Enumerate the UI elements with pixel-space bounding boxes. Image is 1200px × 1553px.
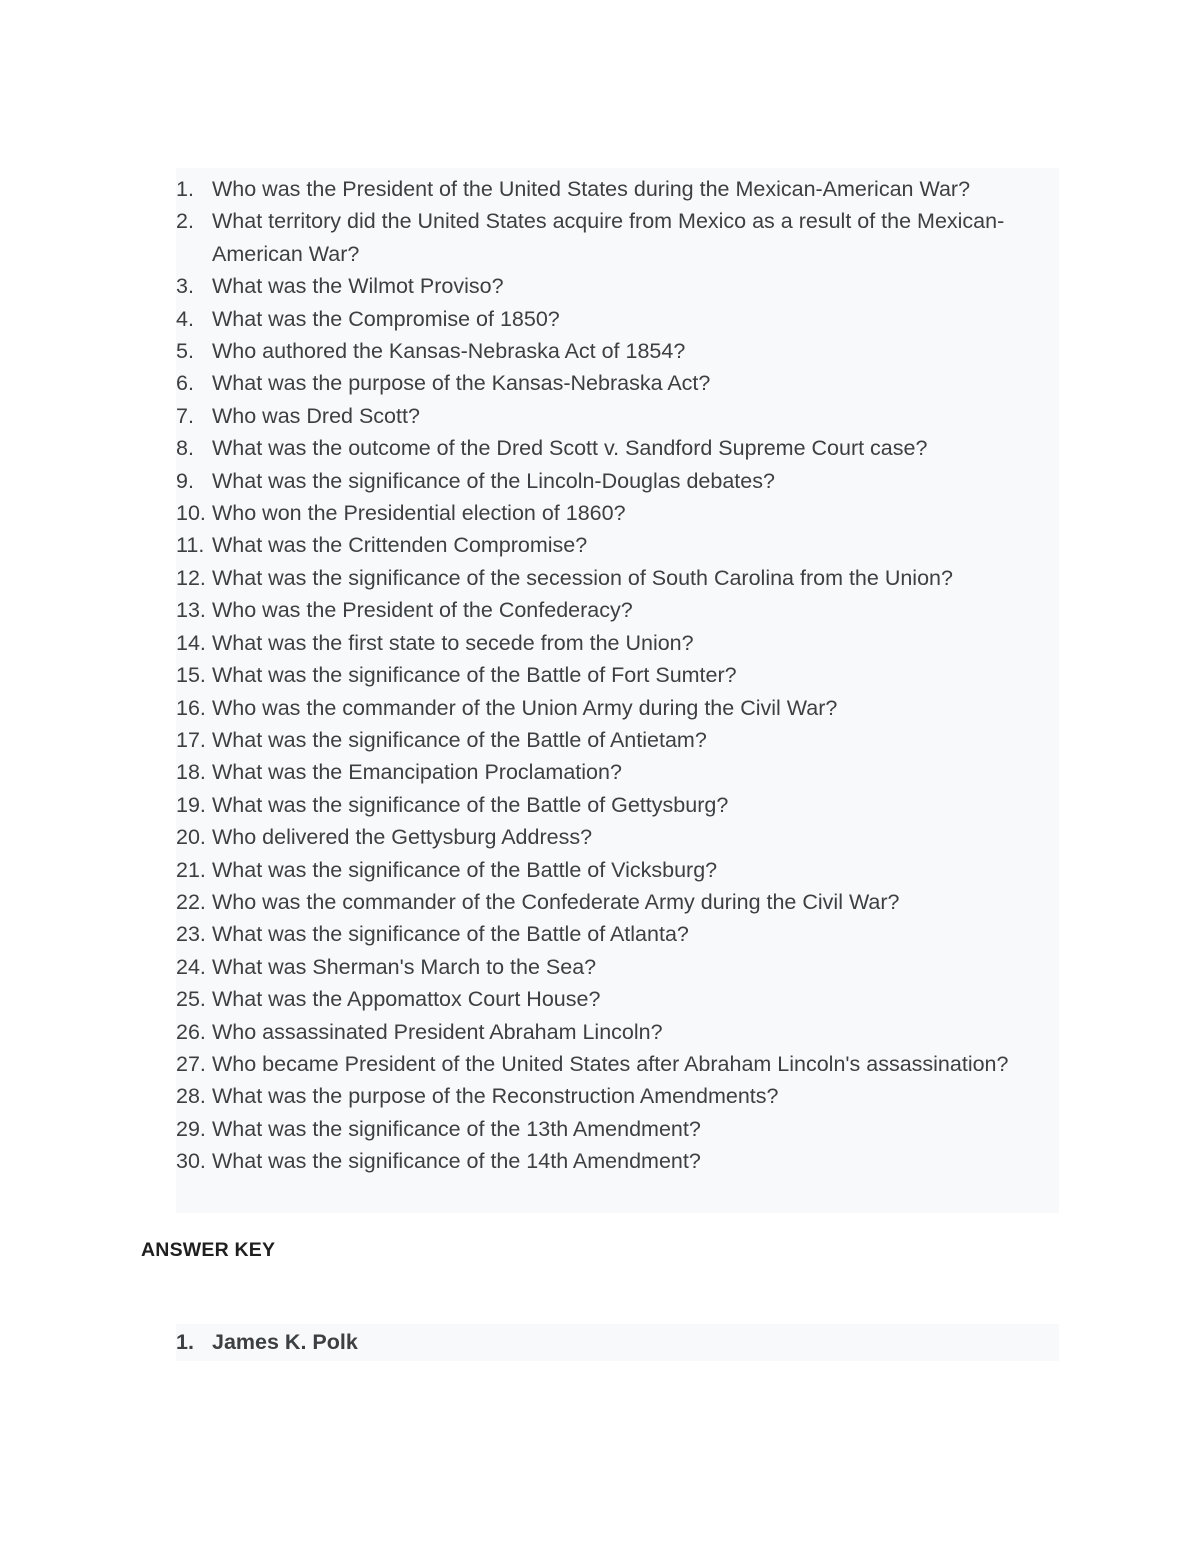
question-text: What was the significance of the secession of South Carolina from the Union? xyxy=(212,565,953,590)
question-text: What was the Appomattox Court House? xyxy=(212,987,601,1012)
question-number: 27. xyxy=(176,1051,206,1076)
question-item xyxy=(176,1048,1059,1080)
question-item xyxy=(176,886,1059,918)
question-number: 11. xyxy=(176,533,205,558)
question-item xyxy=(176,918,1059,950)
question-number: 1. xyxy=(176,177,194,201)
question-item xyxy=(176,1080,1059,1112)
question-text: What was the first state to secede from the Union? xyxy=(212,630,694,655)
question-item xyxy=(176,951,1059,983)
question-number: 28. xyxy=(176,1084,206,1109)
question-text: What was the outcome of the Dred Scott v. Sandford Supreme Court case? xyxy=(212,436,928,461)
question-item xyxy=(176,821,1059,853)
question-item xyxy=(176,983,1059,1015)
question-text: What was the significance of the Battle of Gettysburg? xyxy=(212,792,729,817)
question-text: What was the significance of the Battle of Vicksburg? xyxy=(212,857,718,882)
question-text: What was the purpose of the Kansas-Nebraska Act? xyxy=(212,371,711,396)
question-item xyxy=(176,854,1059,886)
answer-text: James K. Polk xyxy=(212,1330,358,1354)
question-number: 12. xyxy=(176,565,206,590)
question-item xyxy=(176,367,1059,399)
question-text: What was Sherman's March to the Sea? xyxy=(212,954,597,979)
question-number: 29. xyxy=(176,1116,206,1141)
question-item xyxy=(176,594,1059,626)
question-text: What territory did the United States acquire from Mexico as a result of the Mexican-American War? xyxy=(212,209,1005,266)
question-number: 14. xyxy=(176,630,206,655)
question-text: Who assassinated President Abraham Lincoln? xyxy=(212,1019,663,1044)
question-item xyxy=(176,756,1059,788)
question-list xyxy=(176,173,1059,1178)
question-text: What was the purpose of the Reconstruction Amendments? xyxy=(212,1084,779,1109)
question-item xyxy=(176,400,1059,432)
answer-key-heading: ANSWER KEY xyxy=(141,1239,276,1261)
question-item xyxy=(176,1145,1059,1177)
answer-item xyxy=(176,1326,358,1358)
question-list-block xyxy=(176,168,1059,1213)
question-number: 6. xyxy=(176,371,194,396)
question-text: Who delivered the Gettysburg Address? xyxy=(212,825,593,850)
question-number: 24. xyxy=(176,954,206,979)
question-text: What was the significance of the 13th Amendment? xyxy=(212,1116,701,1141)
question-item xyxy=(176,1113,1059,1145)
question-number: 5. xyxy=(176,339,194,364)
question-text: Who was Dred Scott? xyxy=(212,403,420,428)
question-item xyxy=(176,724,1059,756)
question-item xyxy=(176,1016,1059,1048)
question-text: Who authored the Kansas-Nebraska Act of 1854? xyxy=(212,339,686,364)
question-text: Who was the commander of the Union Army during the Civil War? xyxy=(212,695,838,720)
question-item xyxy=(176,789,1059,821)
question-item xyxy=(176,465,1059,497)
question-number: 19. xyxy=(176,792,206,817)
question-number: 17. xyxy=(176,727,206,752)
question-text: What was the Crittenden Compromise? xyxy=(212,533,588,558)
question-number: 7. xyxy=(176,403,194,428)
question-number: 20. xyxy=(176,825,206,850)
question-number: 8. xyxy=(176,436,194,461)
question-text: What was the significance of the 14th Amendment? xyxy=(212,1149,701,1174)
question-item xyxy=(176,562,1059,594)
question-number: 2. xyxy=(176,209,194,234)
question-number: 22. xyxy=(176,889,206,914)
question-number: 15. xyxy=(176,663,206,688)
question-item xyxy=(176,205,1059,270)
question-number: 18. xyxy=(176,760,206,785)
question-item xyxy=(176,173,1059,205)
question-number: 9. xyxy=(176,468,194,493)
question-number: 25. xyxy=(176,987,206,1012)
answer-number: 1. xyxy=(176,1330,194,1354)
question-item xyxy=(176,432,1059,464)
question-text: What was the significance of the Battle of Fort Sumter? xyxy=(212,663,737,688)
question-text: What was the significance of the Battle of Antietam? xyxy=(212,727,707,752)
question-item xyxy=(176,627,1059,659)
question-text: Who was the President of the United States during the Mexican-American War? xyxy=(212,177,971,201)
question-number: 30. xyxy=(176,1149,206,1174)
question-number: 23. xyxy=(176,922,206,947)
question-number: 26. xyxy=(176,1019,206,1044)
question-text: Who became President of the United States after Abraham Lincoln's assassination? xyxy=(212,1051,1009,1076)
question-number: 3. xyxy=(176,274,194,299)
question-text: What was the Compromise of 1850? xyxy=(212,306,560,331)
question-number: 4. xyxy=(176,306,194,331)
question-item xyxy=(176,303,1059,335)
question-item xyxy=(176,692,1059,724)
question-number: 16. xyxy=(176,695,206,720)
question-text: Who won the Presidential election of 1860? xyxy=(212,501,626,526)
question-number: 10. xyxy=(176,501,206,526)
question-item xyxy=(176,270,1059,302)
question-text: What was the significance of the Battle of Atlanta? xyxy=(212,922,689,947)
question-text: What was the Emancipation Proclamation? xyxy=(212,760,622,785)
question-item xyxy=(176,659,1059,691)
question-item xyxy=(176,529,1059,561)
question-text: Who was the President of the Confederacy? xyxy=(212,598,633,623)
question-item xyxy=(176,335,1059,367)
question-item xyxy=(176,497,1059,529)
answer-list-block xyxy=(176,1324,1059,1361)
question-number: 13. xyxy=(176,598,206,623)
question-text: What was the Wilmot Proviso? xyxy=(212,274,504,299)
question-number: 21. xyxy=(176,857,206,882)
question-text: Who was the commander of the Confederate Army during the Civil War? xyxy=(212,889,900,914)
question-text: What was the significance of the Lincoln-Douglas debates? xyxy=(212,468,775,493)
